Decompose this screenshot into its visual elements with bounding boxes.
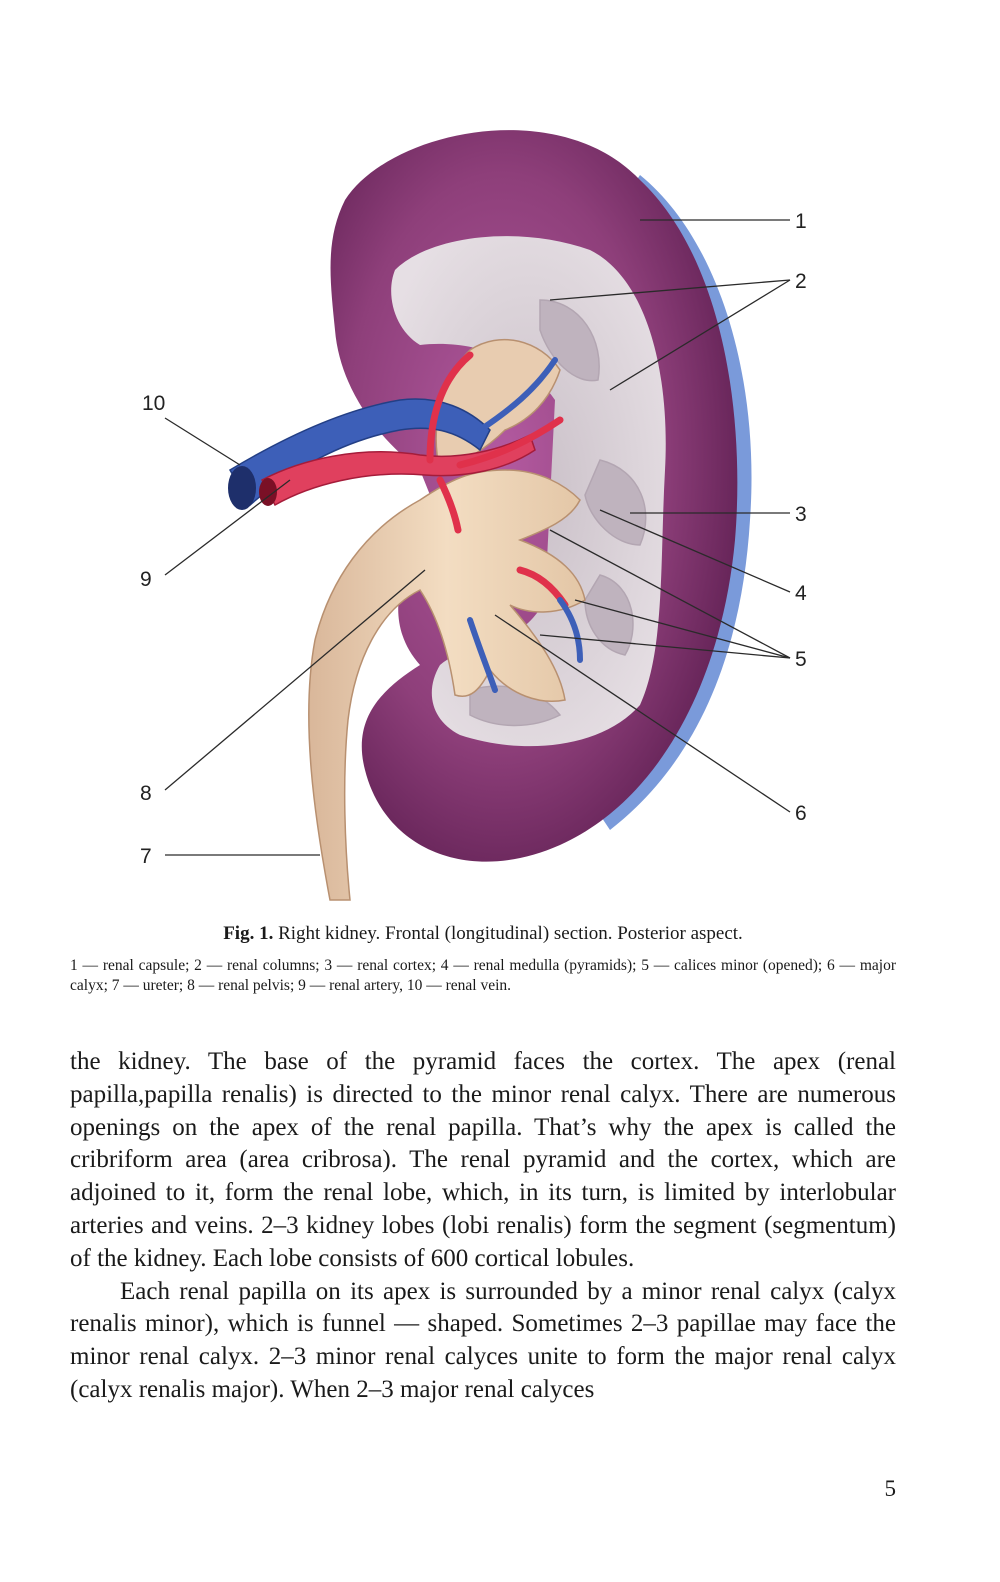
- callout-8: 8: [140, 782, 152, 805]
- callout-10: 10: [142, 392, 166, 415]
- caption-label: Fig. 1.: [223, 923, 274, 944]
- callout-2: 2: [795, 270, 807, 293]
- callout-3: 3: [795, 503, 807, 526]
- callout-7: 7: [140, 845, 152, 868]
- callout-1: 1: [795, 210, 807, 233]
- caption-title-text: Right kidney. Frontal (longitudinal) section. Posterior aspect.: [273, 923, 743, 944]
- figure-caption: [70, 922, 896, 996]
- callout-6: 6: [795, 802, 807, 825]
- caption-title: [70, 922, 896, 946]
- paragraph: Each renal papilla on its apex is surrounded by a minor renal calyx (calyx renalis minor), which is funnel — shaped. Sometimes 2–3 papillae may face the minor renal calyx. 2–3 minor renal calyces unite to form the major renal calyx (calyx renalis major). When 2–3 major renal calyces: [70, 1277, 896, 1403]
- page-number: 5: [884, 1476, 896, 1501]
- callout-4: 4: [795, 582, 807, 605]
- caption-legend: 1 — renal capsule; 2 — renal columns; 3 — renal cortex; 4 — renal medulla (pyramids); 5 — calices minor (opened); 6 — major calyx; 7 — ureter; 8 — renal pelvis; 9 — renal artery, 10 — renal vein.: [70, 957, 896, 994]
- renal-vein-opening: [228, 466, 256, 510]
- paragraph: the kidney. The base of the pyramid faces the cortex. The apex (renal papilla,papilla renalis) is directed to the minor renal calyx. There are numerous openings on the apex of the renal papilla. That’s why the apex is called the cribriform area (area cribrosa). The renal pyramid and the cortex, which are adjoined to it, form the renal lobe, which, in its turn, is limited by interlobular arteries and veins. 2–3 kidney lobes (lobi renalis) form the segment (segmentum) of the kidney. Each lobe consists of 600 cortical lobules.: [70, 1048, 896, 1272]
- callout-5: 5: [795, 648, 807, 671]
- callout-9: 9: [140, 568, 152, 591]
- body-text: [70, 1046, 896, 1407]
